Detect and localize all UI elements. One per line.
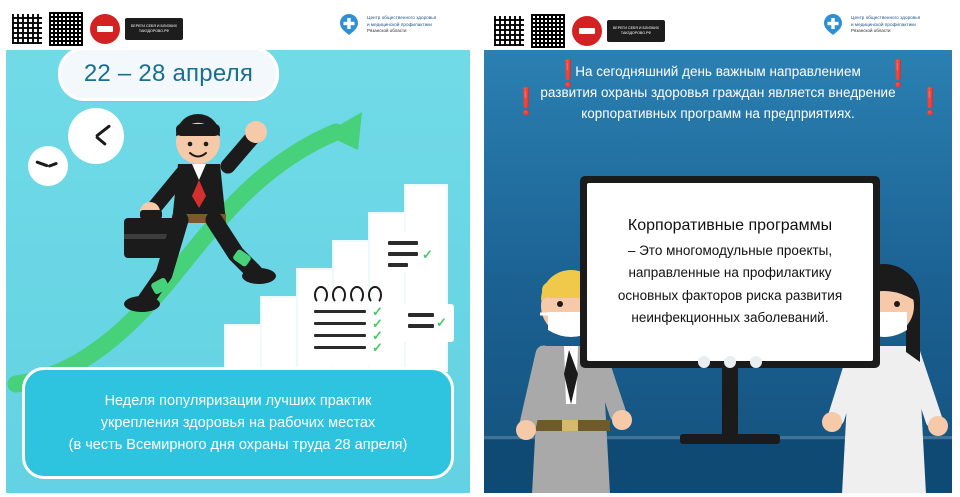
screen-content (587, 183, 873, 361)
caption-line-2: укрепления здоровья на рабочих местах (100, 415, 376, 431)
take-care-badge: БЕРЕГИ СЕБЯ И БЛИЗКИХ ТАКЗДОРОВО.РФ (607, 20, 665, 42)
exclamation-icon: ❗ (914, 86, 947, 116)
red-circle-icon (572, 16, 602, 46)
checklist-notebook: ✓ ✓ ✓ ✓ (306, 294, 398, 366)
exclamation-icon: ❗ (510, 86, 543, 116)
qr-code-icon (494, 16, 524, 46)
org-line-3: Рязанской области (367, 28, 407, 34)
right-canvas (484, 4, 952, 493)
spiral-ring-icon (314, 286, 328, 304)
org-logo (820, 12, 920, 38)
tv-base (680, 434, 780, 444)
org-logo-text (851, 15, 920, 35)
health-cross-icon (820, 12, 846, 38)
qr-code-icon (529, 12, 567, 50)
screen-title: Корпоративные программы (627, 217, 833, 235)
tv-stand (722, 368, 738, 438)
left-caption (22, 367, 454, 479)
right-slide (476, 0, 960, 497)
checklist-card-small: ✓ (382, 232, 440, 272)
businessman-illustration (102, 104, 332, 354)
exclamation-icon: ❗ (552, 58, 585, 88)
spiral-ring-icon (332, 286, 346, 304)
right-header-icons (494, 12, 665, 50)
presentation-screen (580, 176, 880, 368)
org-line-3: Рязанской области (851, 28, 891, 34)
spiral-ring-icon (350, 286, 364, 304)
exclamation-icon: ❗ (882, 58, 915, 88)
screen-line-1: – Это многомодульные проекты, (627, 243, 833, 259)
org-line-1: Центр общественного здоровья (851, 15, 921, 21)
caption-line-3: (в честь Всемирного дня охраны труда 28 апреля) (68, 437, 408, 453)
screen-line-4: неинфекционных заболеваний. (631, 309, 829, 325)
intro-line-2: развития охраны здоровья граждан является внедрение (540, 84, 896, 100)
caption-line-1: Неделя популяризации лучших практик (104, 393, 372, 409)
intro-line-3: корпоративных программ на предприятиях. (581, 105, 855, 121)
take-care-badge: БЕРЕГИ СЕБЯ И БЛИЗКИХ ТАКЗДОРОВО.РФ (125, 18, 183, 40)
left-slide (0, 0, 476, 497)
date-badge: 22 – 28 апреля (58, 47, 279, 101)
intro-line-1: На сегодняшний день важным направлением (575, 64, 861, 79)
tv-light (750, 356, 762, 368)
screen-line-3: основных факторов риска развития (617, 287, 843, 303)
tv-light (698, 356, 710, 368)
tv-light (724, 356, 736, 368)
left-canvas (6, 4, 470, 493)
tv-indicator-lights (698, 356, 762, 368)
org-line-1: Центр общественного здоровья (367, 15, 437, 21)
checklist-card-tiny: ✓ (402, 304, 454, 342)
org-line-2: и медицинской профилактики (367, 21, 432, 27)
right-intro-text (508, 58, 928, 125)
right-header (484, 4, 952, 50)
org-line-2: и медицинской профилактики (851, 21, 916, 27)
spiral-ring-icon (368, 286, 382, 304)
screen-line-2: направленные на профилактику (628, 265, 832, 281)
